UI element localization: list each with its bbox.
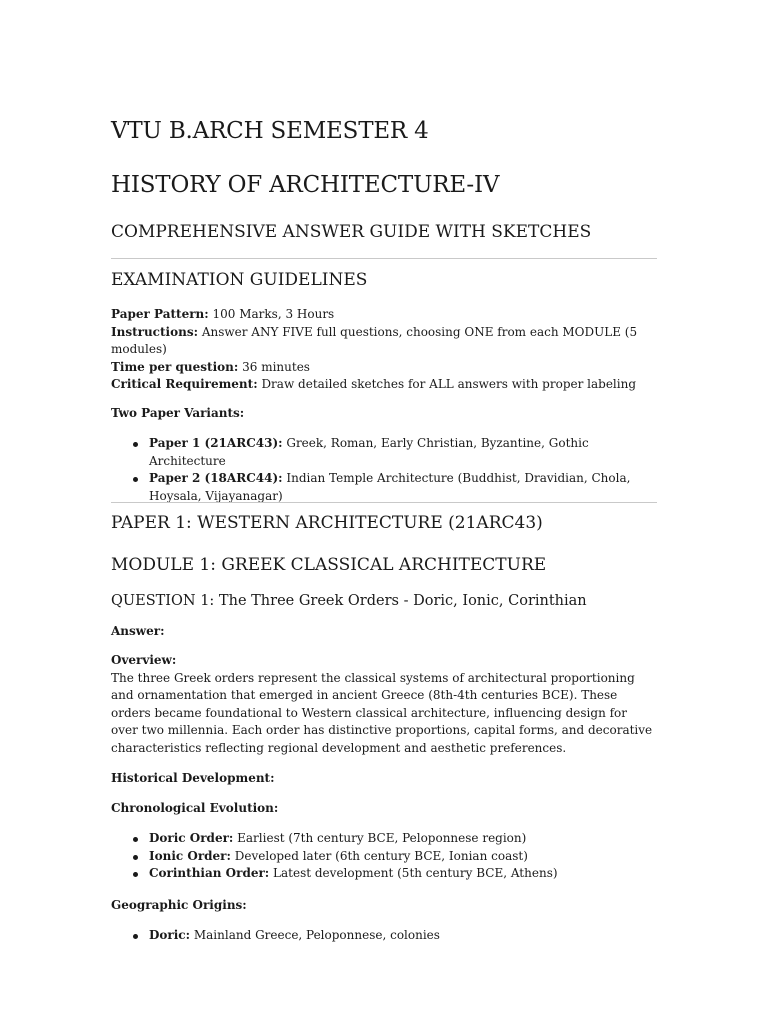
overview-text: The three Greek orders represent the classical systems of architectural proportioning and ornamentation that emerged in ancient Greece (8th-4th centuries BCE). These orders became foundational to Western classical architecture, influencing design for over two millennia. Each order has distinctive proportions, capital forms, and decorative characteristics reflecting regional development and aesthetic preferences.: [111, 670, 653, 755]
list-item: [111, 927, 657, 945]
overview-block: [111, 652, 657, 757]
instructions-label: Instructions:: [111, 324, 199, 339]
list-item: [111, 865, 657, 883]
bullet-icon: [133, 934, 138, 939]
bullet-icon: [133, 855, 138, 860]
order-text: Latest development (5th century BCE, Athens): [269, 866, 558, 880]
critical-label: Critical Requirement:: [111, 377, 258, 391]
section-divider: [111, 258, 657, 259]
paper-pattern-label: Paper Pattern:: [111, 307, 209, 321]
module1-heading: MODULE 1: GREEK CLASSICAL ARCHITECTURE: [111, 555, 547, 575]
instructions-value: Answer ANY FIVE full questions, choosing ONE from each MODULE (5 modules): [111, 324, 638, 356]
origin-text: Mainland Greece, Peloponnese, colonies: [190, 928, 440, 942]
time-value: 36 minutes: [238, 359, 310, 374]
geographic-label: Geographic Origins:: [111, 898, 247, 912]
bullet-icon: [133, 872, 138, 877]
document-title: VTU B.ARCH SEMESTER 4: [111, 118, 429, 144]
geographic-list: [111, 927, 657, 945]
bullet-icon: [133, 442, 138, 447]
order-text: Developed later (6th century BCE, Ionian coast): [230, 848, 528, 863]
instructions-line: [111, 324, 657, 359]
list-item: [111, 470, 657, 505]
critical-value: Draw detailed sketches for ALL answers with proper labeling: [257, 377, 637, 391]
overview-label: Overview:: [111, 653, 177, 667]
list-item: [111, 830, 657, 848]
paper1-heading: PAPER 1: WESTERN ARCHITECTURE (21ARC43): [111, 513, 543, 533]
bullet-icon: [133, 837, 138, 842]
chronological-label: Chronological Evolution:: [111, 801, 279, 815]
origin-label: Doric:: [149, 928, 191, 942]
guidelines-block: [111, 306, 657, 394]
order-text: Earliest (7th century BCE, Peloponnese region): [233, 831, 527, 845]
section-divider: [111, 502, 657, 503]
list-item: [111, 848, 657, 866]
time-label: Time per question:: [111, 359, 239, 374]
paper-pattern-value: 100 Marks, 3 Hours: [208, 307, 335, 321]
order-label: Corinthian Order:: [149, 866, 270, 880]
variant-text: Indian Temple Architecture (Buddhist, Dravidian, Chola, Hoysala, Vijayanagar): [149, 471, 631, 503]
variants-list: [111, 435, 657, 505]
time-line: [111, 359, 657, 377]
document-course-title: HISTORY OF ARCHITECTURE-IV: [111, 172, 500, 198]
variants-label: Two Paper Variants:: [111, 406, 245, 420]
variant-label: Paper 1 (21ARC43):: [149, 436, 283, 450]
historical-label: Historical Development:: [111, 771, 275, 785]
list-item: [111, 435, 657, 470]
chronological-list: [111, 830, 657, 883]
question1-heading: QUESTION 1: The Three Greek Orders - Doric, Ionic, Corinthian: [111, 593, 587, 609]
critical-line: [111, 376, 657, 394]
variant-text: Greek, Roman, Early Christian, Byzantine, Gothic Architecture: [149, 436, 589, 468]
order-label: Doric Order:: [149, 831, 234, 845]
answer-label: Answer:: [111, 624, 165, 638]
guidelines-heading: EXAMINATION GUIDELINES: [111, 270, 368, 290]
paper-pattern-line: [111, 306, 657, 324]
variant-label: Paper 2 (18ARC44):: [149, 471, 283, 485]
order-label: Ionic Order:: [149, 848, 231, 863]
bullet-icon: [133, 477, 138, 482]
document-subtitle: COMPREHENSIVE ANSWER GUIDE WITH SKETCHES: [111, 222, 592, 242]
